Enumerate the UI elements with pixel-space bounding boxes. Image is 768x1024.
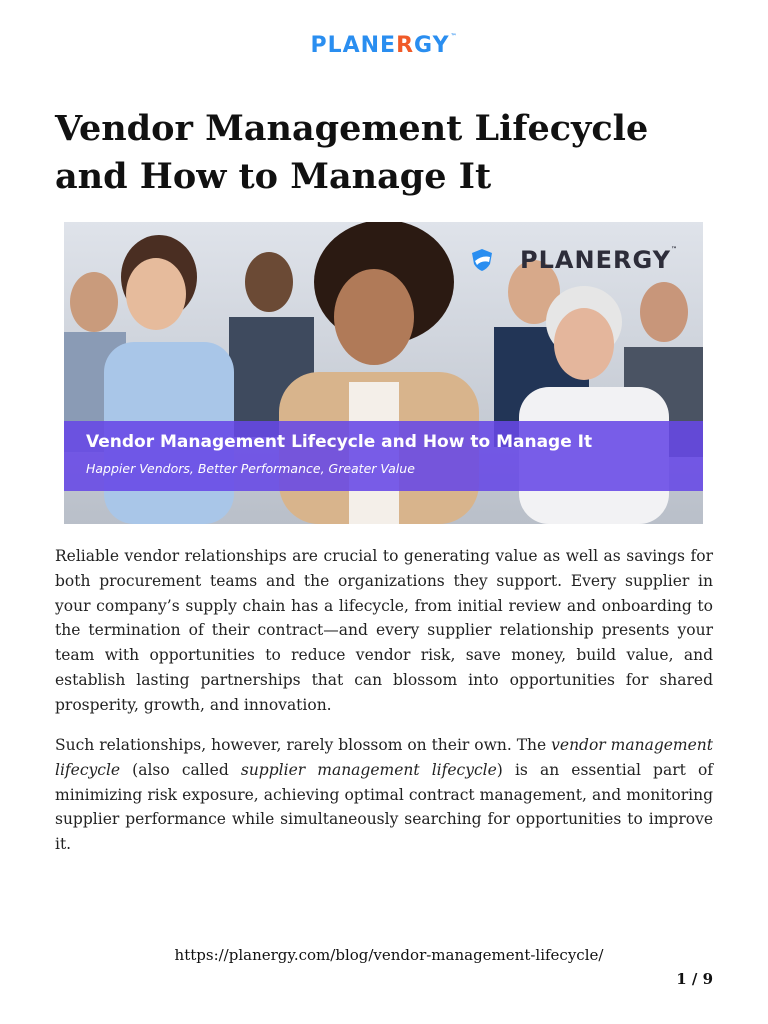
paragraph-intro: Reliable vendor relationships are crucial to generating value as well as savings for both procurement teams and the organizations they support. Every supplier in your company’s supply chain has a lifecycle, from initial review and onboarding to the termination of their contract—and every supplier relationship presents your team with opportunities to reduce vendor risk, save money, build value, and establish lasting partnerships that can blossom into opportunities for shared prosperity, growth, and innovation.: [55, 547, 713, 714]
p2-text-1: Such relationships, however, rarely blossom on their own. The: [55, 736, 552, 754]
planergy-logo: [0, 33, 768, 58]
hero-brand-trademark: ™: [671, 246, 678, 253]
hero-brand-text: PLANERGY: [520, 246, 671, 274]
logo-trademark: ™: [450, 33, 458, 40]
hero-banner: [64, 421, 703, 491]
p2-emphasis-2: supplier management lifecycle: [240, 760, 497, 779]
p2-text-2: (also called: [120, 760, 241, 779]
logo-text: PLANE: [310, 33, 397, 58]
logo-accent-letter: R: [396, 33, 415, 58]
logo-text-end: GY: [414, 33, 450, 58]
hero-image: [64, 222, 703, 524]
p2-emphasis-1: vendor management lifecycle: [55, 736, 713, 779]
source-url[interactable]: https://planergy.com/blog/vendor-management-lifecycle/: [174, 946, 604, 964]
shield-icon: [471, 248, 493, 272]
hero-banner-title: Vendor Management Lifecycle and How to Manage It: [86, 432, 593, 452]
p2-text-3: ) is an essential part of minimizing risk exposure, achieving optimal contract management, and monitoring supplier performance while simultaneously searching for opportunities to improve it.: [55, 760, 714, 854]
hero-banner-subtitle: Happier Vendors, Better Performance, Greater Value: [86, 461, 415, 476]
page-title: Vendor Management Lifecycle and How to Manage It: [55, 108, 649, 197]
paragraph-lifecycle: [55, 733, 713, 857]
hero-brand: [520, 246, 678, 274]
page-number: 1 / 9: [676, 970, 713, 988]
